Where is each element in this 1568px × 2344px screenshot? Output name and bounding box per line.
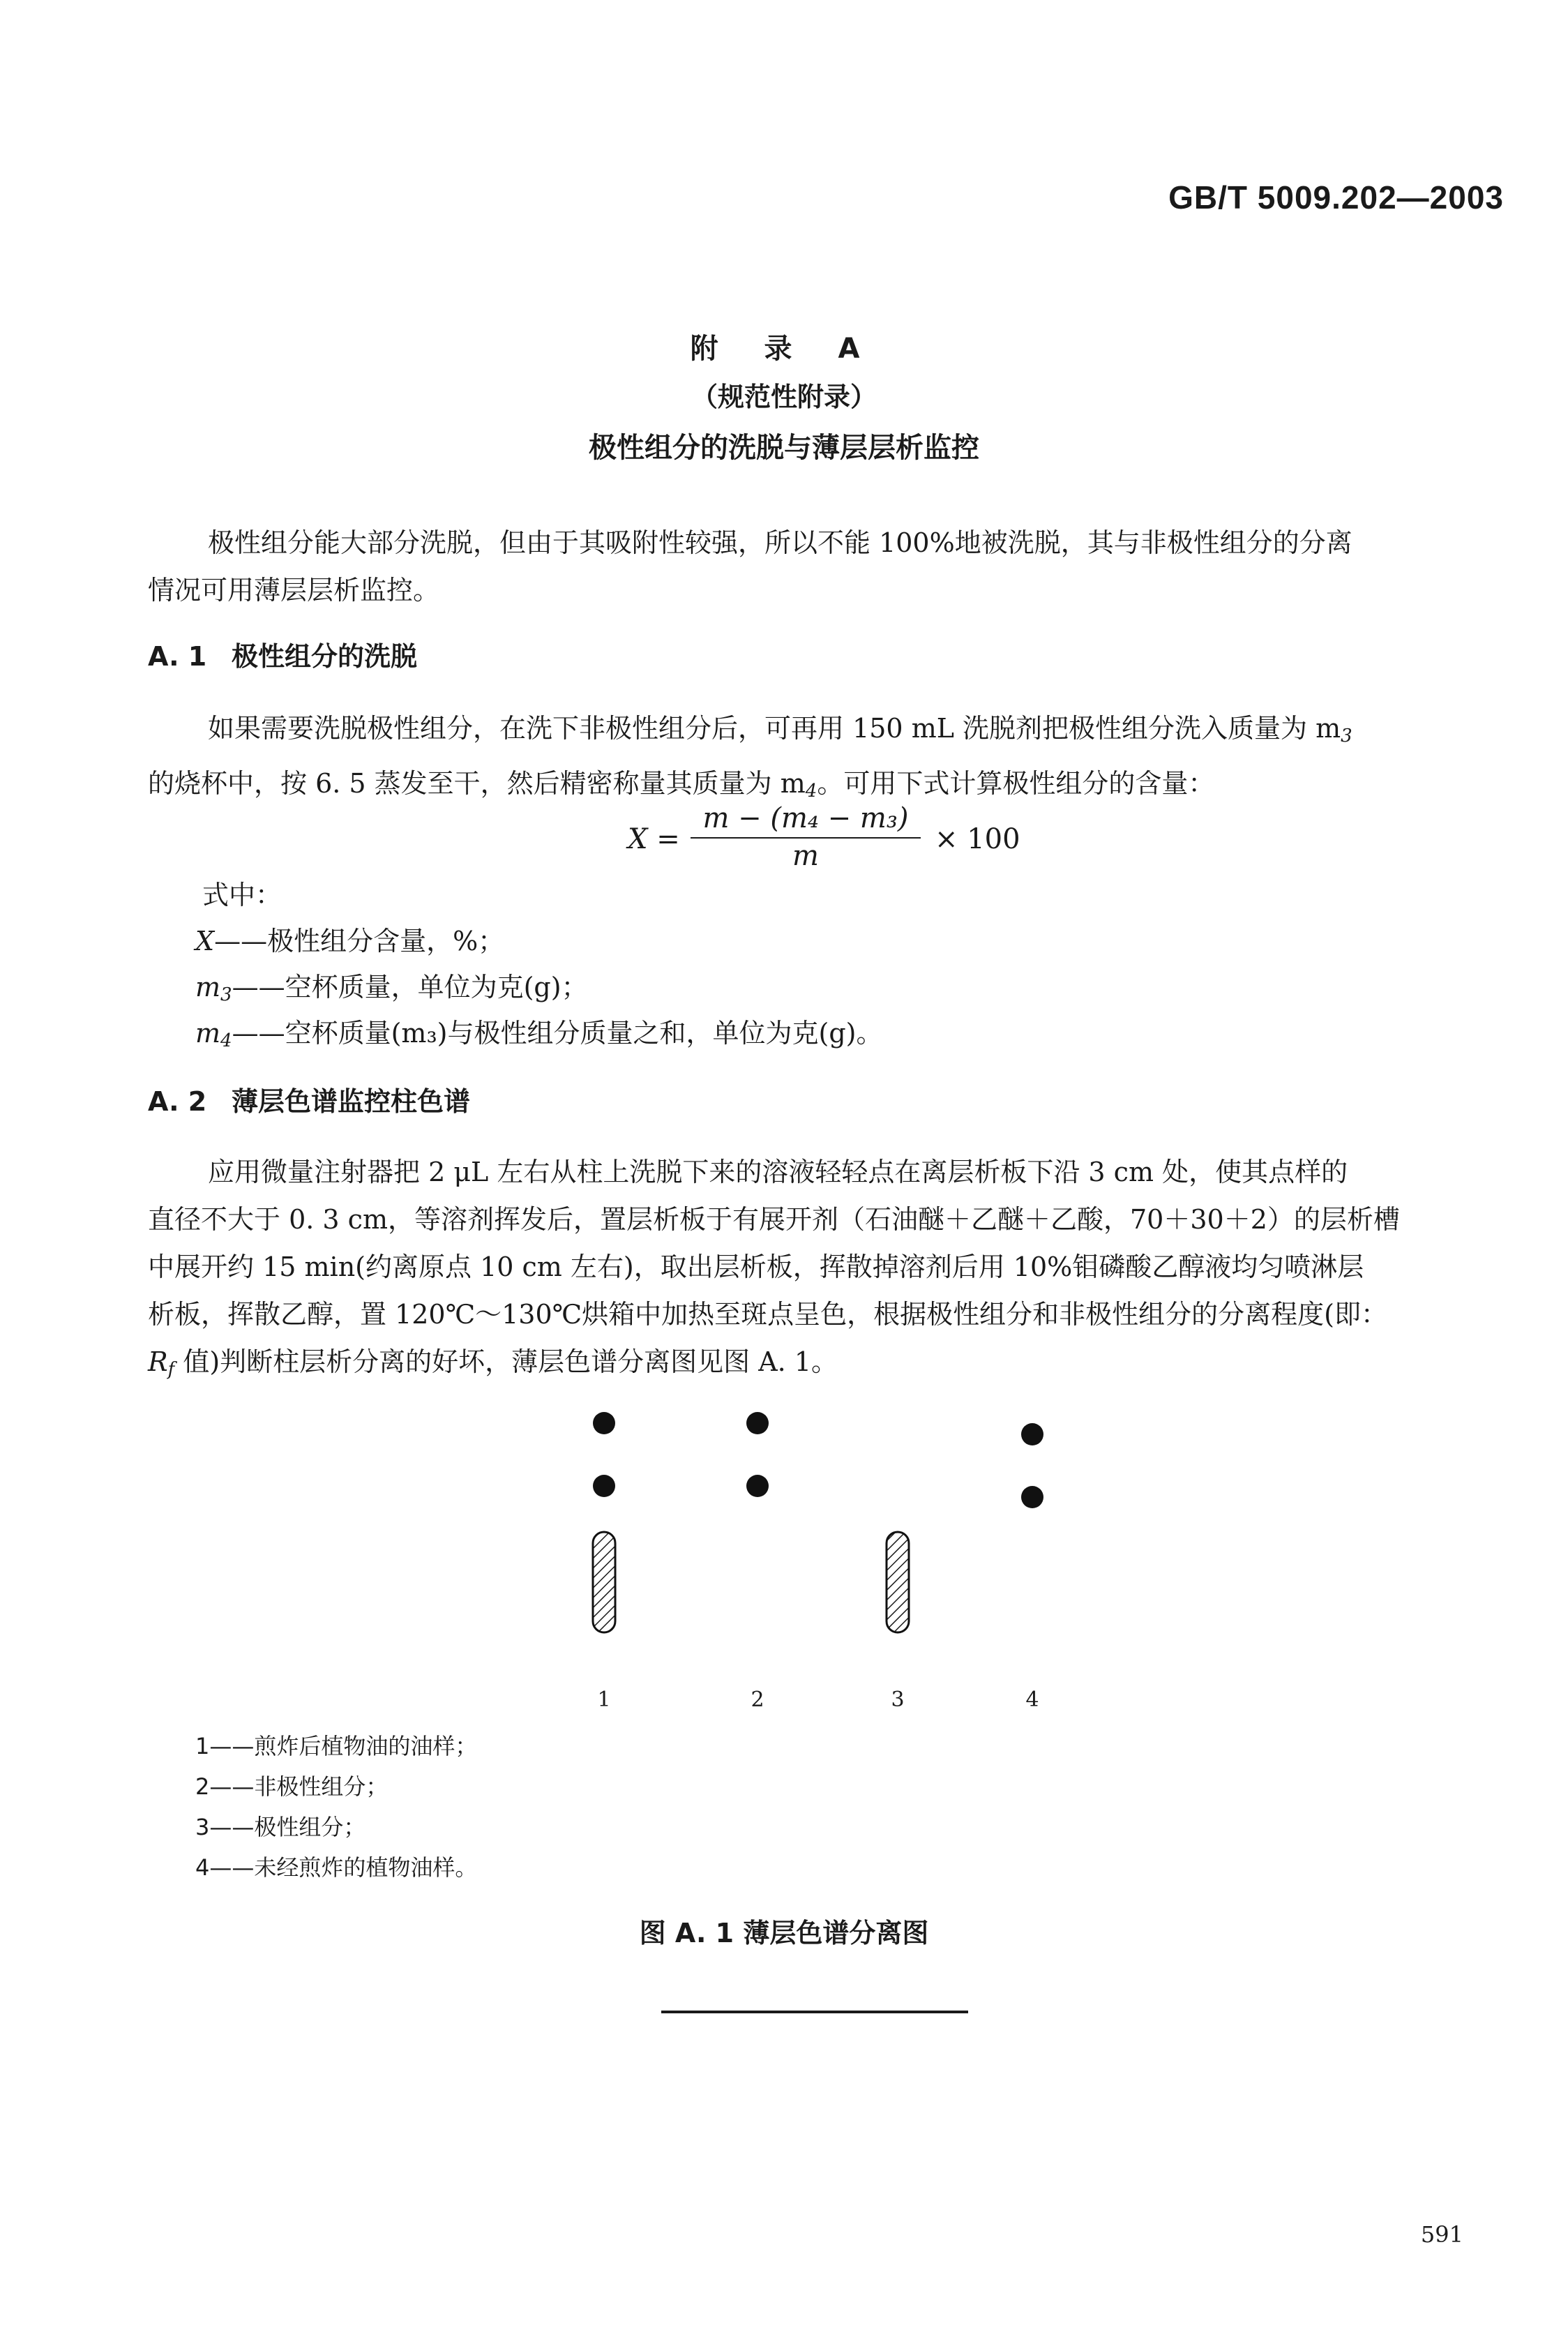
tlc-lane-1: [593, 1412, 615, 1712]
formula-numerator: m − (m₄ − m₃): [691, 802, 921, 839]
formula-rhs: × 100: [935, 823, 1020, 855]
where-label: 式中：: [202, 880, 282, 910]
tlc-lane-label: 4: [1025, 1688, 1039, 1712]
legend-item-3: 3——极性组分；: [195, 1814, 366, 1840]
figure-caption: 图 A. 1 薄层色谱分离图: [639, 1918, 929, 1948]
tlc-spot: [746, 1475, 769, 1497]
tlc-spot: [593, 1412, 615, 1434]
tlc-lane-3: [887, 1532, 909, 1712]
tlc-spot: [746, 1412, 769, 1434]
tlc-streak: [593, 1532, 615, 1632]
section-a2-title: 薄层色谱监控柱色谱: [232, 1086, 471, 1117]
end-rule: [661, 2011, 968, 2013]
appendix-heading: 极性组分的洗脱与薄层层析监控: [589, 432, 979, 464]
tlc-lane-2: [746, 1412, 769, 1712]
page-number: 591: [1420, 2221, 1463, 2248]
definition-x: X——极性组分含量，%；: [195, 926, 505, 956]
tlc-spot: [1021, 1486, 1043, 1508]
section-a1-title: 极性组分的洗脱: [232, 641, 418, 672]
tlc-lane-label: 3: [891, 1688, 905, 1712]
a2-line-5: $R_f$ 值)判断柱层析分离的好坏，薄层色谱分离图见图 A. 1。: [148, 1346, 838, 1380]
formula-lhs: X =: [628, 823, 680, 855]
a2-line-4: 析板，挥散乙醇，置 120℃～130℃烘箱中加热至斑点呈色，根据极性组分和非极性组分的分离程度(即：: [148, 1299, 1387, 1330]
tlc-lane-label: 2: [751, 1688, 764, 1712]
intro-line-1: 极性组分能大部分洗脱，但由于其吸附性较强，所以不能 100%地被洗脱，其与非极性组分的分离: [208, 527, 1352, 558]
legend-item-4: 4——未经煎炸的植物油样。: [195, 1854, 478, 1881]
intro-line-2: 情况可用薄层层析监控。: [148, 575, 440, 606]
a2-line-2: 直径不大于 0. 3 cm，等溶剂挥发后，置层析板于有展开剂（石油醚＋乙醚＋乙酸，70＋30＋2）的层析槽: [148, 1204, 1400, 1235]
section-a2-number: A. 2: [148, 1086, 207, 1117]
appendix-subtitle: （规范性附录）: [691, 382, 877, 412]
standard-code: GB/T 5009.202—2003: [1168, 179, 1504, 216]
definition-m4: $m_4——$空杯质量(m₃)与极性组分质量之和，单位为克(g)。: [195, 1018, 883, 1051]
appendix-title: 附 录 A: [690, 333, 878, 365]
tlc-spot: [593, 1475, 615, 1497]
section-a1-number: A. 1: [148, 641, 207, 672]
legend-item-2: 2——非极性组分；: [195, 1773, 389, 1800]
tlc-streak: [887, 1532, 909, 1632]
a2-line-3: 中展开约 15 min(约离原点 10 cm 左右)，取出层析板，挥散掉溶剂后用 10%钼磷酸乙醇液均匀喷淋层: [148, 1252, 1364, 1282]
formula-denominator: m: [792, 840, 819, 872]
definition-m3: $m_3——$空杯质量，单位为克(g)；: [195, 972, 588, 1005]
tlc-spot: [1021, 1423, 1043, 1445]
tlc-lane-label: 1: [597, 1688, 611, 1712]
a1-line-1: 如果需要洗脱极性组分，在洗下非极性组分后，可再用 150 mL 洗脱剂把极性组分洗入质量为 $m_3$: [208, 713, 1352, 746]
a2-line-1: 应用微量注射器把 2 μL 左右从柱上洗脱下来的溶液轻轻点在离层析板下沿 3 cm 处，使其点样的: [208, 1157, 1348, 1187]
a1-line-2: 的烧杯中，按 6. 5 蒸发至干，然后精密称量其质量为 $m_4$。可用下式计算极性组分的含量：: [148, 768, 1215, 802]
tlc-lane-4: [1021, 1423, 1043, 1712]
legend-item-1: 1——煎炸后植物油的油样；: [195, 1733, 478, 1759]
